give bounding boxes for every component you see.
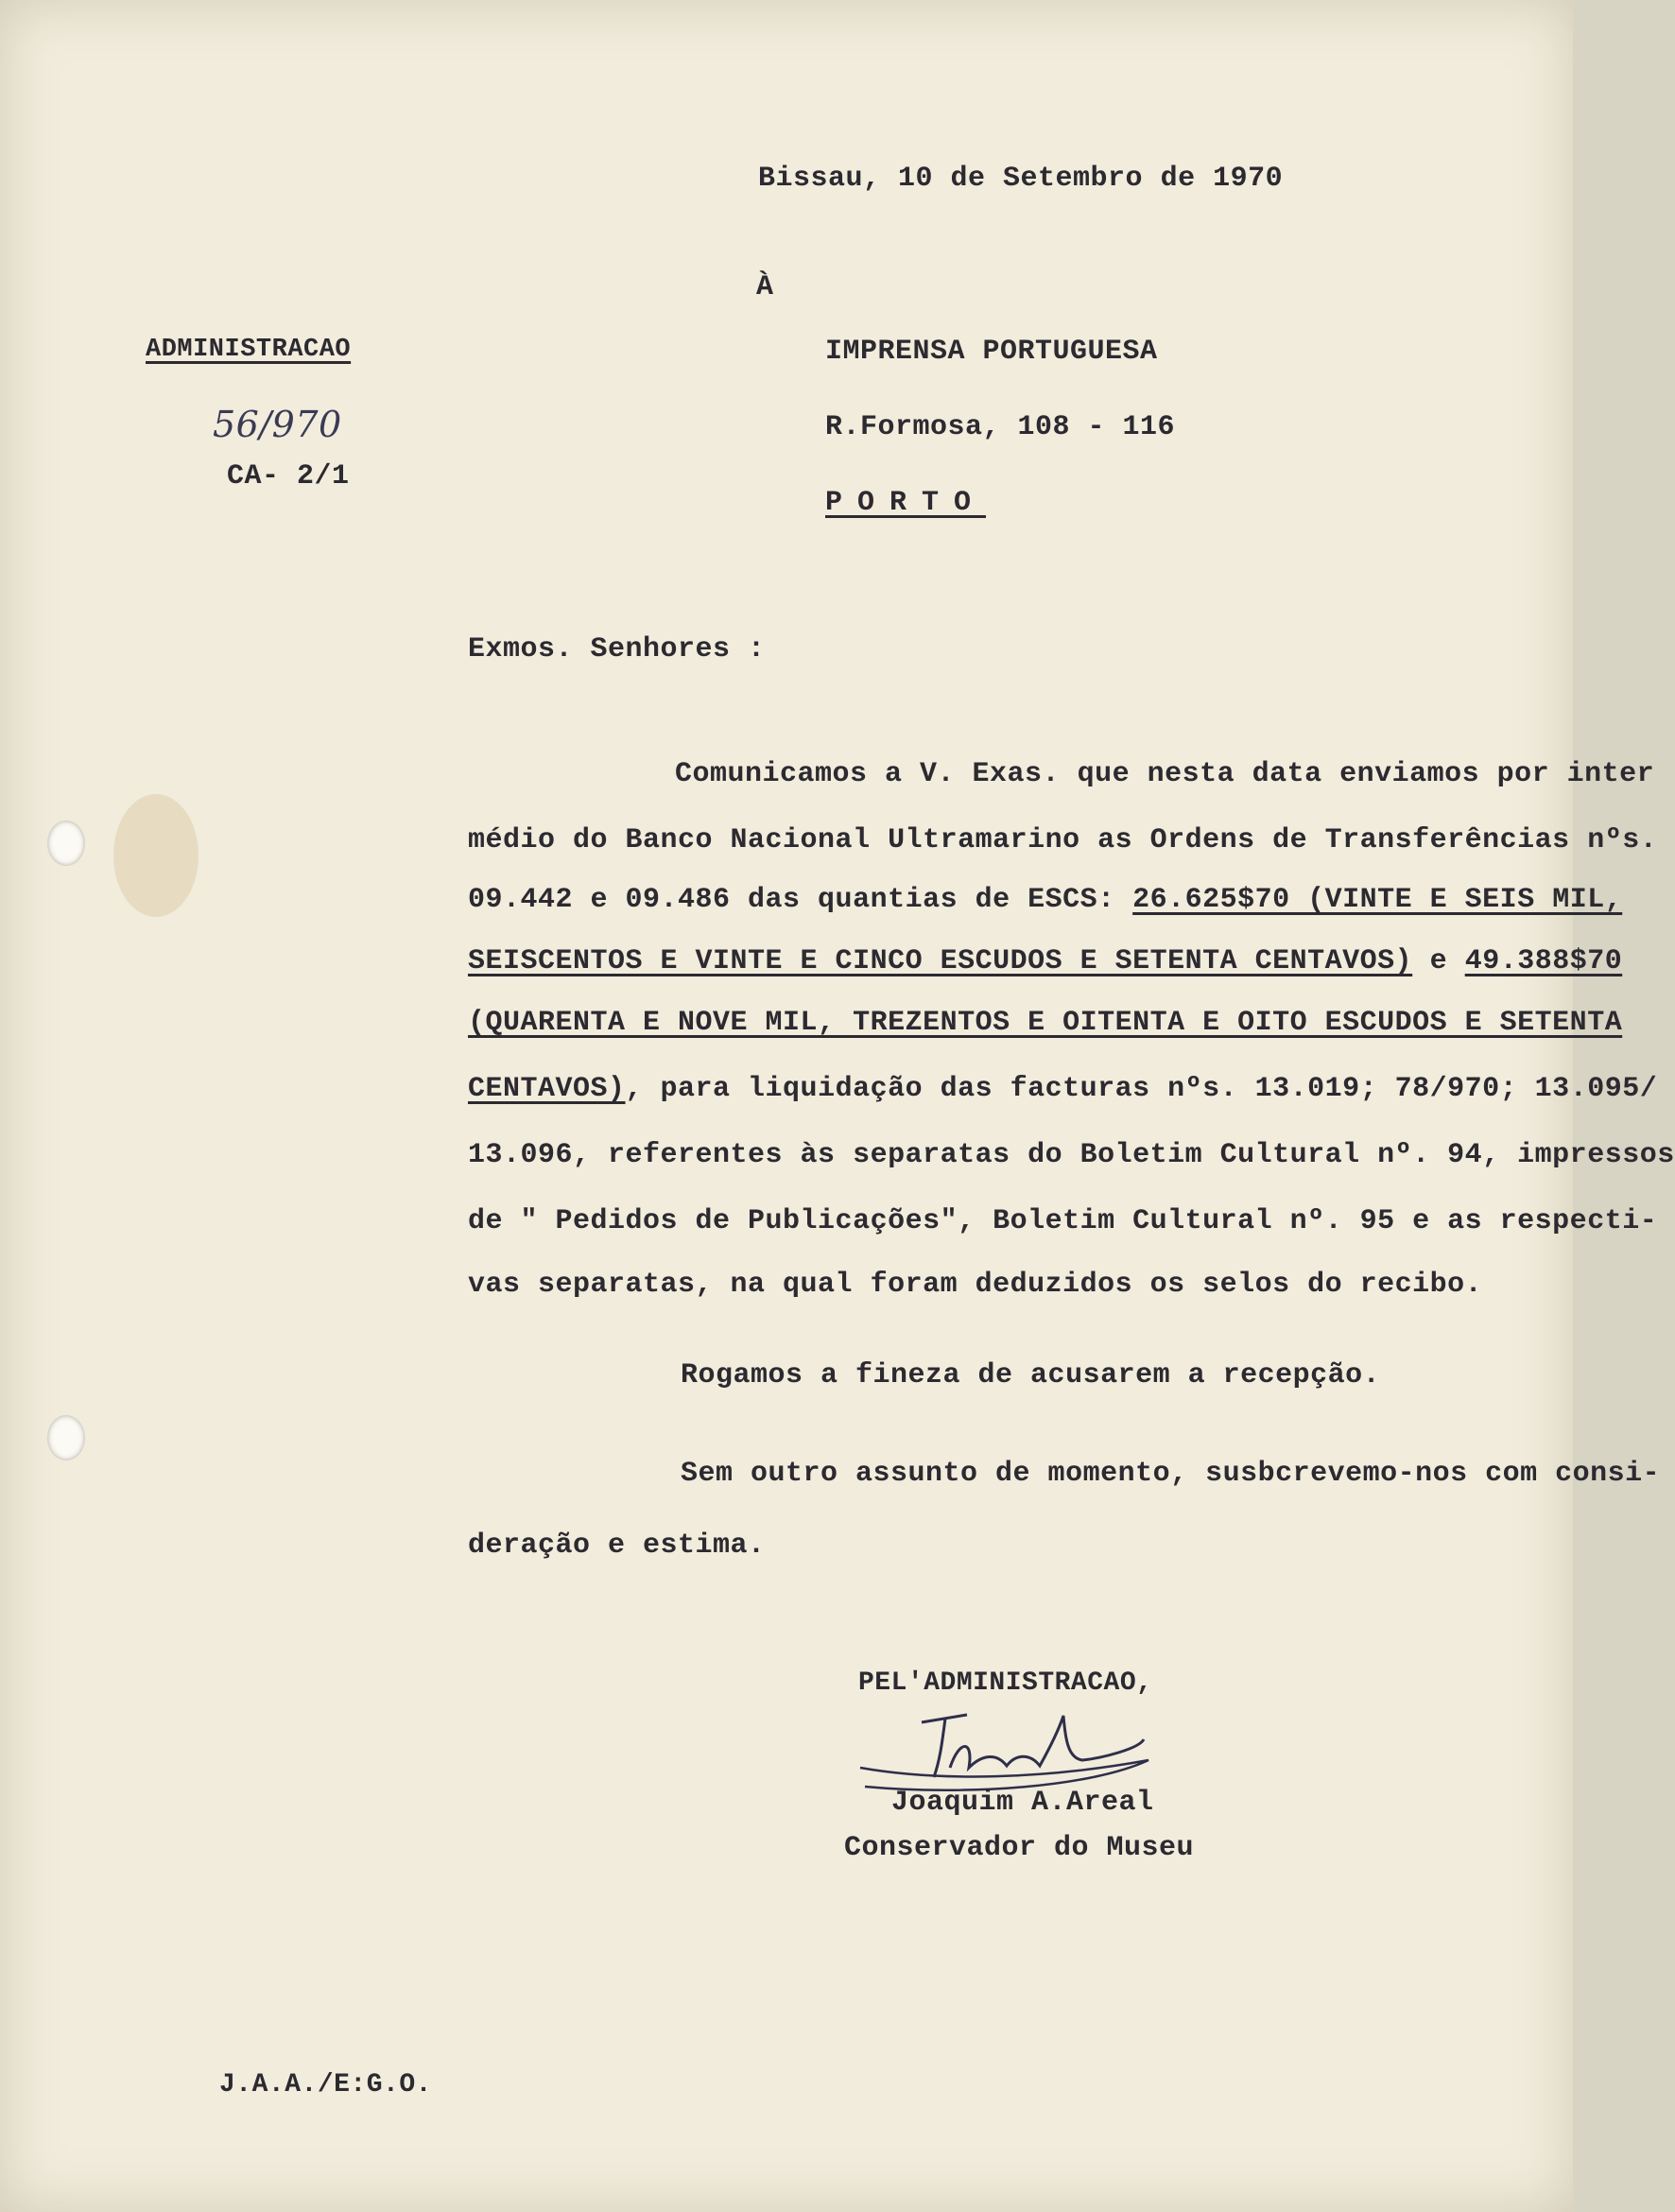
closing-line-1: Sem outro assunto de momento, susbcrevemo-nos com consi- (681, 1458, 1661, 1490)
body-line-4 (468, 945, 1622, 977)
body-line-3 (468, 884, 1622, 916)
dept-label: ADMINISTRACAO (146, 336, 352, 364)
body-line-7: 13.096, referentes às separatas do Boletim Cultural nº. 94, impressos (468, 1139, 1675, 1171)
body-line-5: (QUARENTA E NOVE MIL, TREZENTOS E OITENTA E OITO ESCUDOS E SETENTA (468, 1007, 1623, 1039)
signatory-title: Conservador do Museu (844, 1832, 1195, 1864)
punch-hole-top (47, 821, 85, 866)
signature-on-behalf: PEL'ADMINISTRACAO, (858, 1668, 1153, 1698)
body-line-6-text: , para liquidação das facturas nºs. 13.019; 78/970; 13.095/ (625, 1073, 1658, 1105)
dateline: Bissau, 10 de Setembro de 1970 (758, 163, 1284, 195)
body-line-1: Comunicamos a V. Exas. que nesta data enviamos por inter (675, 758, 1655, 790)
amount-2: 49.388$70 (1464, 945, 1623, 977)
body-line-6 (468, 1073, 1657, 1105)
body-line-9: vas separatas, na qual foram deduzidos os selos do recibo. (468, 1269, 1483, 1301)
salutation: Exmos. Senhores : (468, 633, 766, 665)
typist-initials: J.A.A./E:G.O. (219, 2070, 432, 2100)
body-line-2: médio do Banco Nacional Ultramarino as Ordens de Transferências nºs. (468, 824, 1658, 856)
amount-1: 26.625$70 (VINTE E SEIS MIL, (1132, 884, 1623, 916)
reference-number: 56/970 (213, 404, 342, 445)
recipient-address: R.Formosa, 108 - 116 (825, 411, 1176, 443)
paper-stain (113, 794, 199, 917)
amount-2-words-end: CENTAVOS) (468, 1073, 626, 1105)
amount-1-words: SEISCENTOS E VINTE E CINCO ESCUDOS E SETENTA CENTAVOS) (468, 945, 1413, 977)
body-paragraph-2: Rogamos a fineza de acusarem a recepção. (681, 1359, 1381, 1391)
recipient-city: PORTO (825, 487, 987, 519)
punch-hole-bottom (47, 1415, 85, 1460)
signatory-name: Joaquim A.Areal (891, 1787, 1154, 1819)
reference-code: CA- 2/1 (227, 460, 350, 493)
to-prefix: À (756, 271, 774, 303)
conjunction: e (1412, 945, 1465, 977)
closing-line-2: deração e estima. (468, 1529, 766, 1562)
body-line-8: de " Pedidos de Publicações", Boletim Cultural nº. 95 e as respecti- (468, 1205, 1658, 1237)
body-line-3-text: 09.442 e 09.486 das quantias de ESCS: (468, 884, 1133, 916)
recipient-name: IMPRENSA PORTUGUESA (825, 336, 1158, 368)
